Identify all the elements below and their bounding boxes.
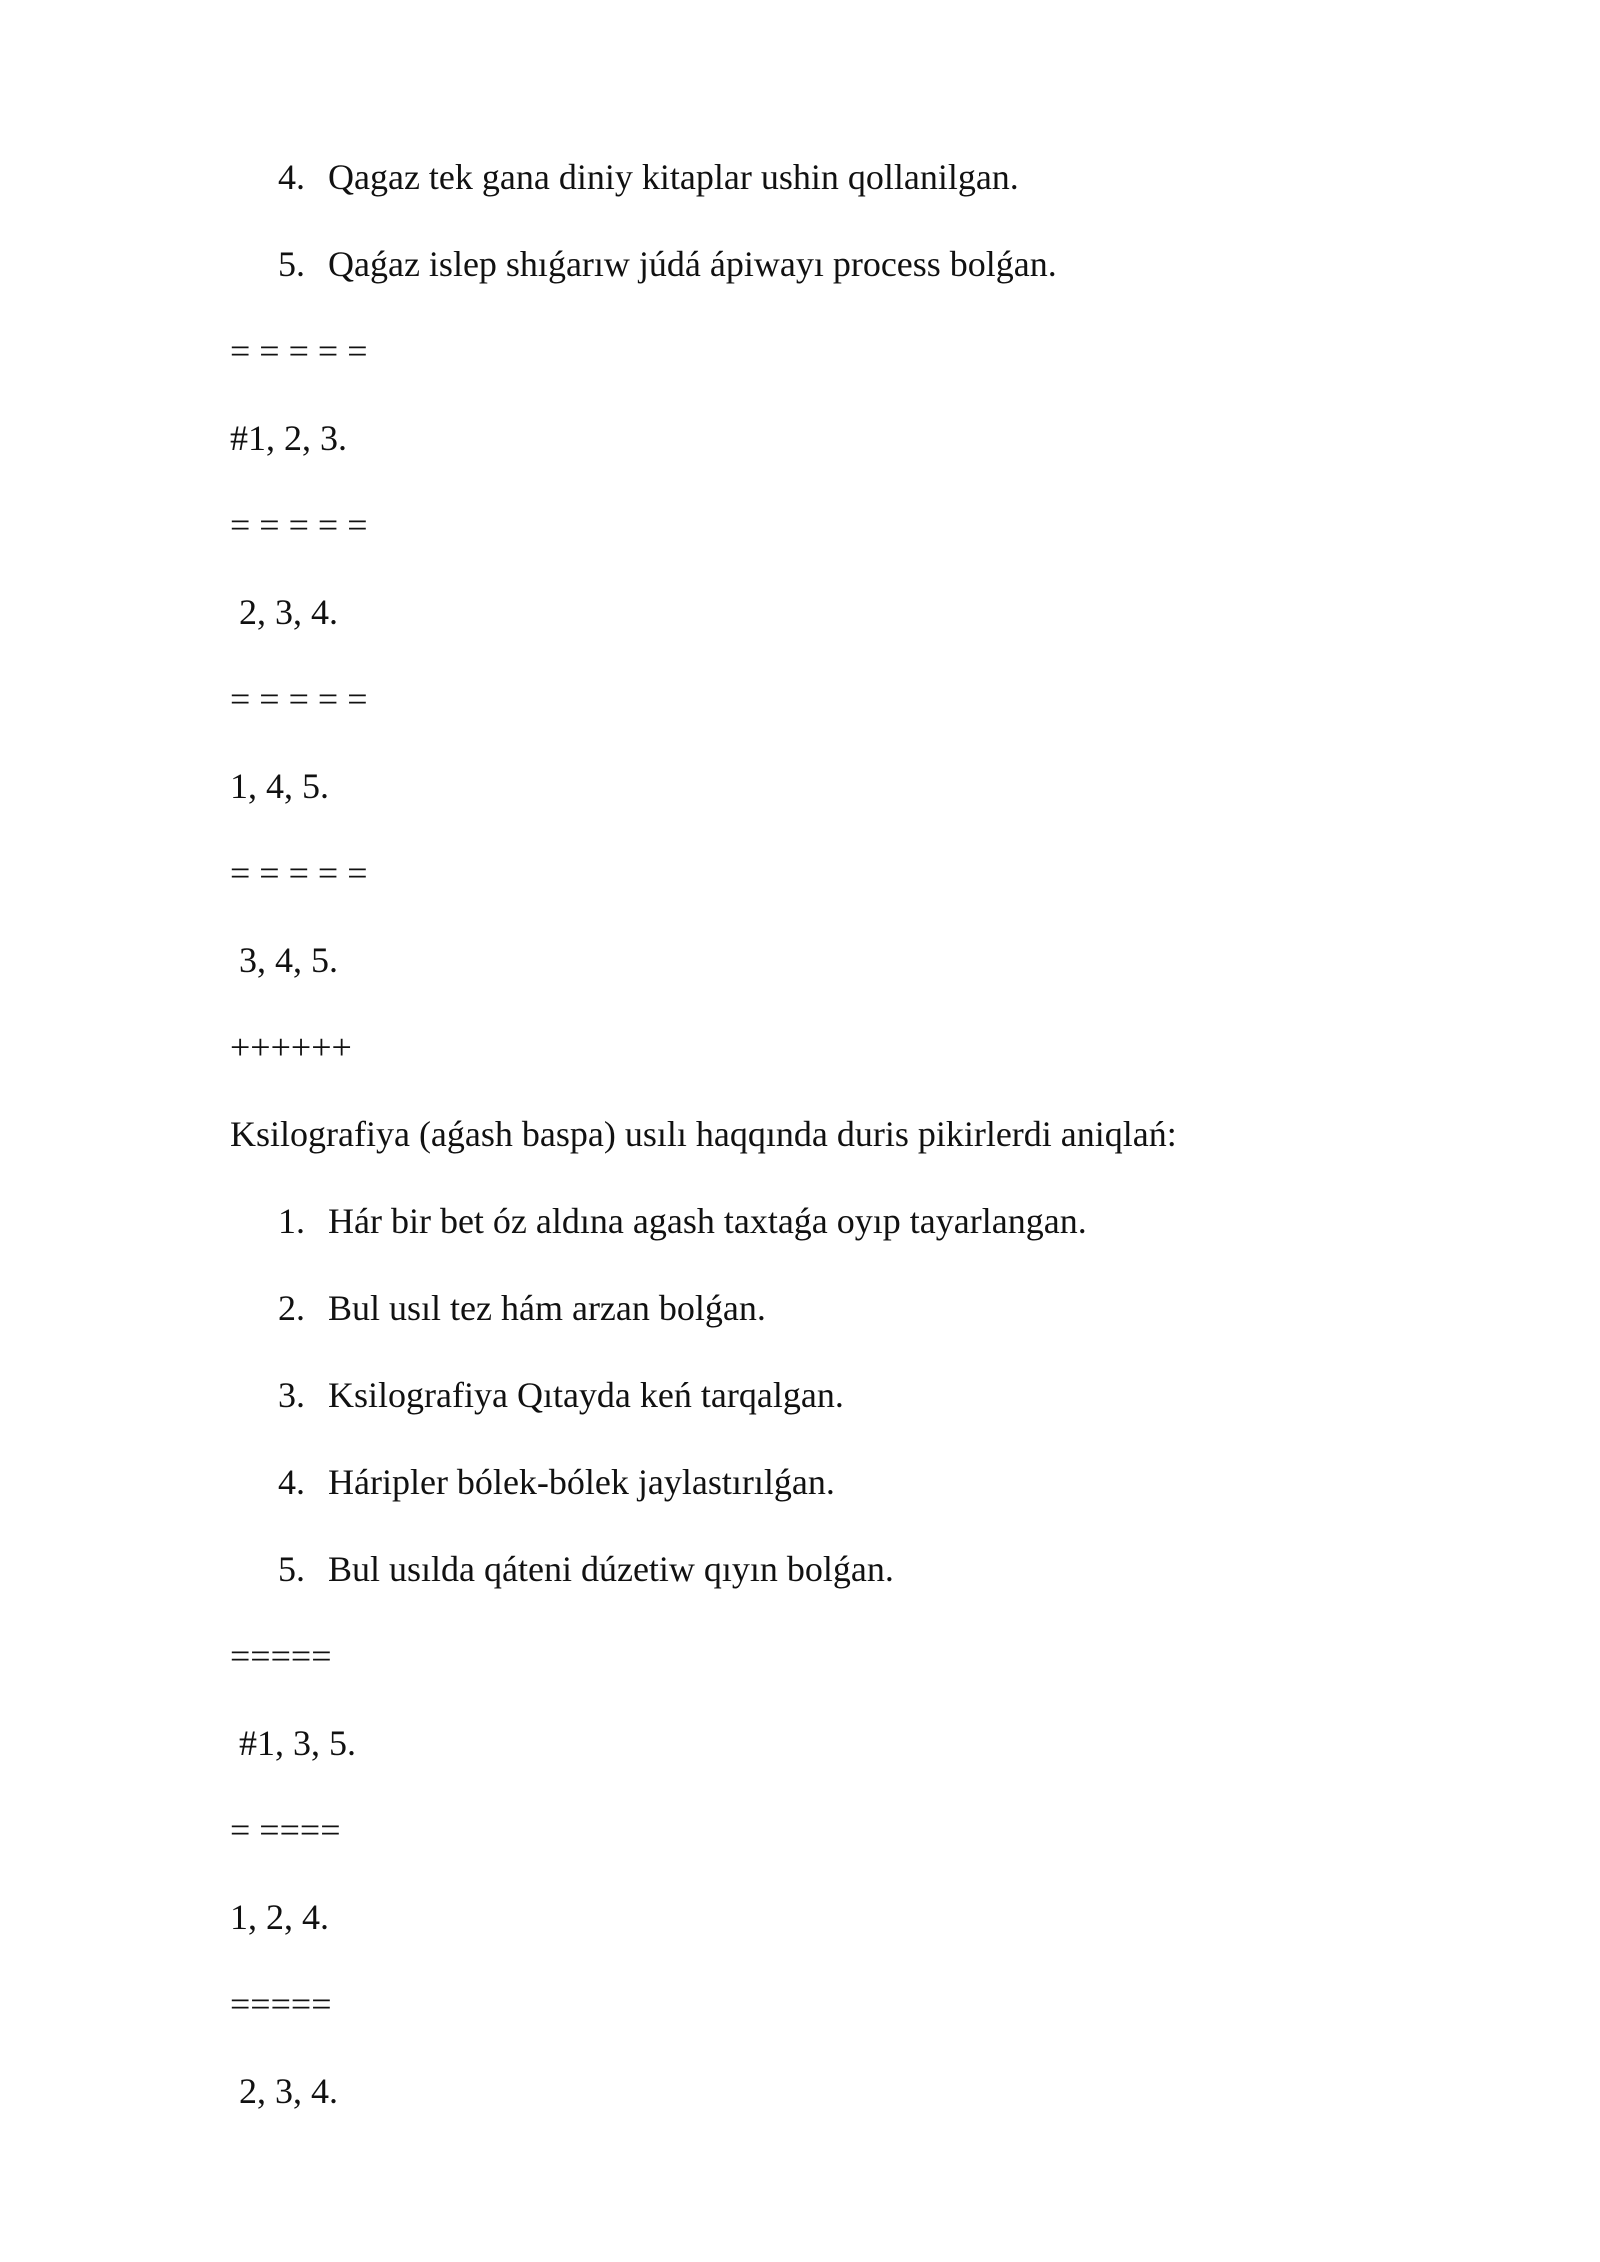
question-text: Ksilografiya (aǵash baspa) usılı haqqında duris pikirlerdi aniqlań: xyxy=(230,1114,1177,1154)
item-number: 5. xyxy=(278,244,305,284)
separator-line: = = = = = xyxy=(230,331,368,371)
separator-line: = ==== xyxy=(230,1810,341,1850)
item-text: Hár bir bet óz aldına agash taxtaǵa oyıp tayarlangan. xyxy=(328,1201,1087,1241)
answer-option: 3, 4, 5. xyxy=(230,940,338,980)
separator-line: = = = = = xyxy=(230,679,368,719)
item-number: 1. xyxy=(278,1201,305,1241)
list-item xyxy=(278,155,1019,199)
item-number: 5. xyxy=(278,1549,305,1589)
question-separator: ++++++ xyxy=(230,1027,352,1067)
list-item xyxy=(278,1373,844,1417)
separator-line: ===== xyxy=(230,1636,332,1676)
answer-option: 1, 4, 5. xyxy=(230,766,329,806)
separator-line: = = = = = xyxy=(230,505,368,545)
item-text: Háripler bólek-bólek jaylastırılǵan. xyxy=(328,1462,835,1502)
item-text: Bul usılda qáteni dúzetiw qıyın bolǵan. xyxy=(328,1549,894,1589)
answer-option: #1, 3, 5. xyxy=(230,1723,356,1763)
list-item xyxy=(278,242,1057,286)
answer-option: 1, 2, 4. xyxy=(230,1897,329,1937)
item-number: 4. xyxy=(278,1462,305,1502)
item-text: Qagaz tek gana diniy kitaplar ushin qollanilgan. xyxy=(328,157,1019,197)
answer-option: 2, 3, 4. xyxy=(230,2071,338,2111)
list-item xyxy=(278,1460,835,1504)
list-item xyxy=(278,1286,766,1330)
separator-line: = = = = = xyxy=(230,853,368,893)
item-text: Bul usıl tez hám arzan bolǵan. xyxy=(328,1288,766,1328)
list-item xyxy=(278,1199,1087,1243)
answer-option: 2, 3, 4. xyxy=(230,592,338,632)
answer-option: #1, 2, 3. xyxy=(230,418,347,458)
item-number: 3. xyxy=(278,1375,305,1415)
item-text: Ksilografiya Qıtayda keń tarqalgan. xyxy=(328,1375,844,1415)
item-text: Qaǵaz islep shıǵarıw júdá ápiwayı process bolǵan. xyxy=(328,244,1057,284)
separator-line: ===== xyxy=(230,1984,332,2024)
list-item xyxy=(278,1547,894,1591)
item-number: 2. xyxy=(278,1288,305,1328)
item-number: 4. xyxy=(278,157,305,197)
